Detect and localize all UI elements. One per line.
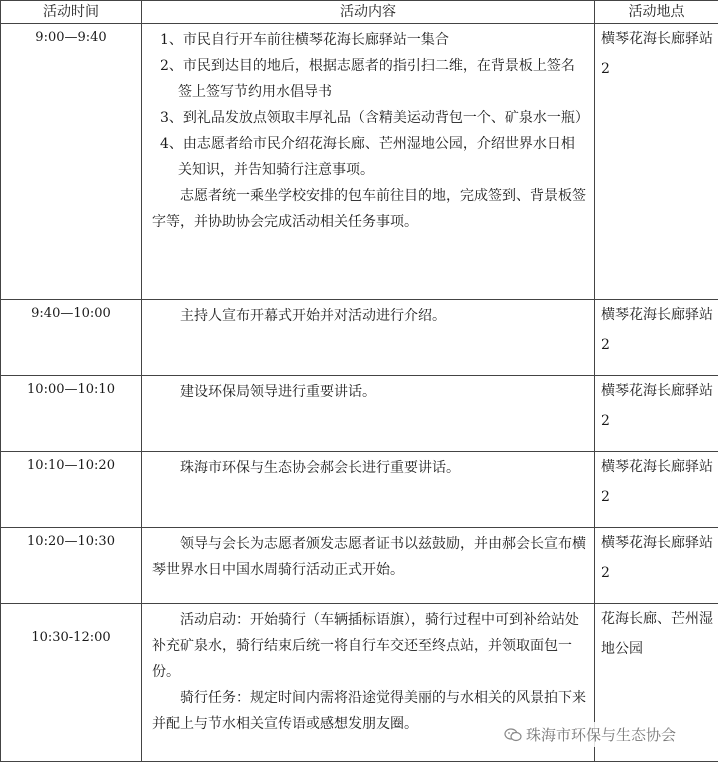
location-cell: 横琴花海长廊驿站 2	[595, 376, 718, 452]
content-cell	[142, 24, 595, 300]
time-cell: 10:10—10:20	[1, 452, 142, 528]
location-cell: 横琴花海长廊驿站 2	[595, 24, 718, 300]
content-text: 活动启动：开始骑行（车辆插标语旗），骑行过程中可到补给站处补充矿泉水，骑行结束后统一将自行车交还至终点站，并领取面包一份。	[152, 612, 579, 680]
watermark	[500, 722, 680, 747]
content-cell	[142, 528, 595, 604]
table-row	[1, 452, 718, 528]
content-text: 建设环保局领导进行重要讲话。	[180, 384, 376, 400]
table-row	[1, 300, 718, 376]
location-cell: 横琴花海长廊驿站 2	[595, 452, 718, 528]
content-text: 骑行任务：规定时间内需将沿途觉得美丽的与水相关的风景拍下来并配上与节水相关宣传语或感想发朋友圈。	[152, 690, 586, 732]
content-text: 主持人宣布开幕式开始并对活动进行介绍。	[180, 308, 446, 324]
time-cell: 10:00—10:10	[1, 376, 142, 452]
header-time: 活动时间	[1, 1, 142, 24]
time-cell: 10:30-12:00	[1, 604, 142, 762]
header-content: 活动内容	[142, 1, 595, 24]
time-cell: 10:20—10:30	[1, 528, 142, 604]
note-text: 志愿者统一乘坐学校安排的包车前往目的地，完成签到、背景板签字等，并协助协会完成活动相关任务事项。	[152, 188, 586, 230]
table-row	[1, 528, 718, 604]
list-item: 2、市民到达目的地后，根据志愿者的指引扫二维，在背景板上签名签上签写节约用水倡导书	[160, 58, 575, 100]
location-cell: 横琴花海长廊驿站 2	[595, 528, 718, 604]
time-cell: 9:00—9:40	[1, 24, 142, 300]
header-location: 活动地点	[595, 1, 718, 24]
list-item: 3、到礼品发放点领取丰厚礼品（含精美运动背包一个、矿泉水一瓶）	[160, 110, 589, 126]
list-item: 4、由志愿者给市民介绍花海长廊、芒州湿地公园，介绍世界水日相关知识，并告知骑行注意事项。	[160, 136, 575, 178]
content-cell	[142, 452, 595, 528]
content-text: 领导与会长为志愿者颁发志愿者证书以兹鼓励，并由郝会长宣布横琴世界水日中国水周骑行活动正式开始。	[152, 536, 586, 578]
table-row	[1, 376, 718, 452]
content-text: 珠海市环保与生态协会郝会长进行重要讲话。	[180, 460, 460, 476]
table-row	[1, 24, 718, 300]
content-cell	[142, 300, 595, 376]
time-cell: 9:40—10:00	[1, 300, 142, 376]
list-item: 1、市民自行开车前往横琴花海长廊驿站一集合	[160, 32, 449, 48]
location-cell: 横琴花海长廊驿站 2	[595, 300, 718, 376]
location-cell: 花海长廊、芒州湿地公园	[595, 604, 718, 762]
content-cell	[142, 376, 595, 452]
header-row	[1, 1, 718, 24]
wechat-icon	[504, 728, 522, 742]
watermark-text: 珠海市环保与生态协会	[526, 726, 677, 744]
